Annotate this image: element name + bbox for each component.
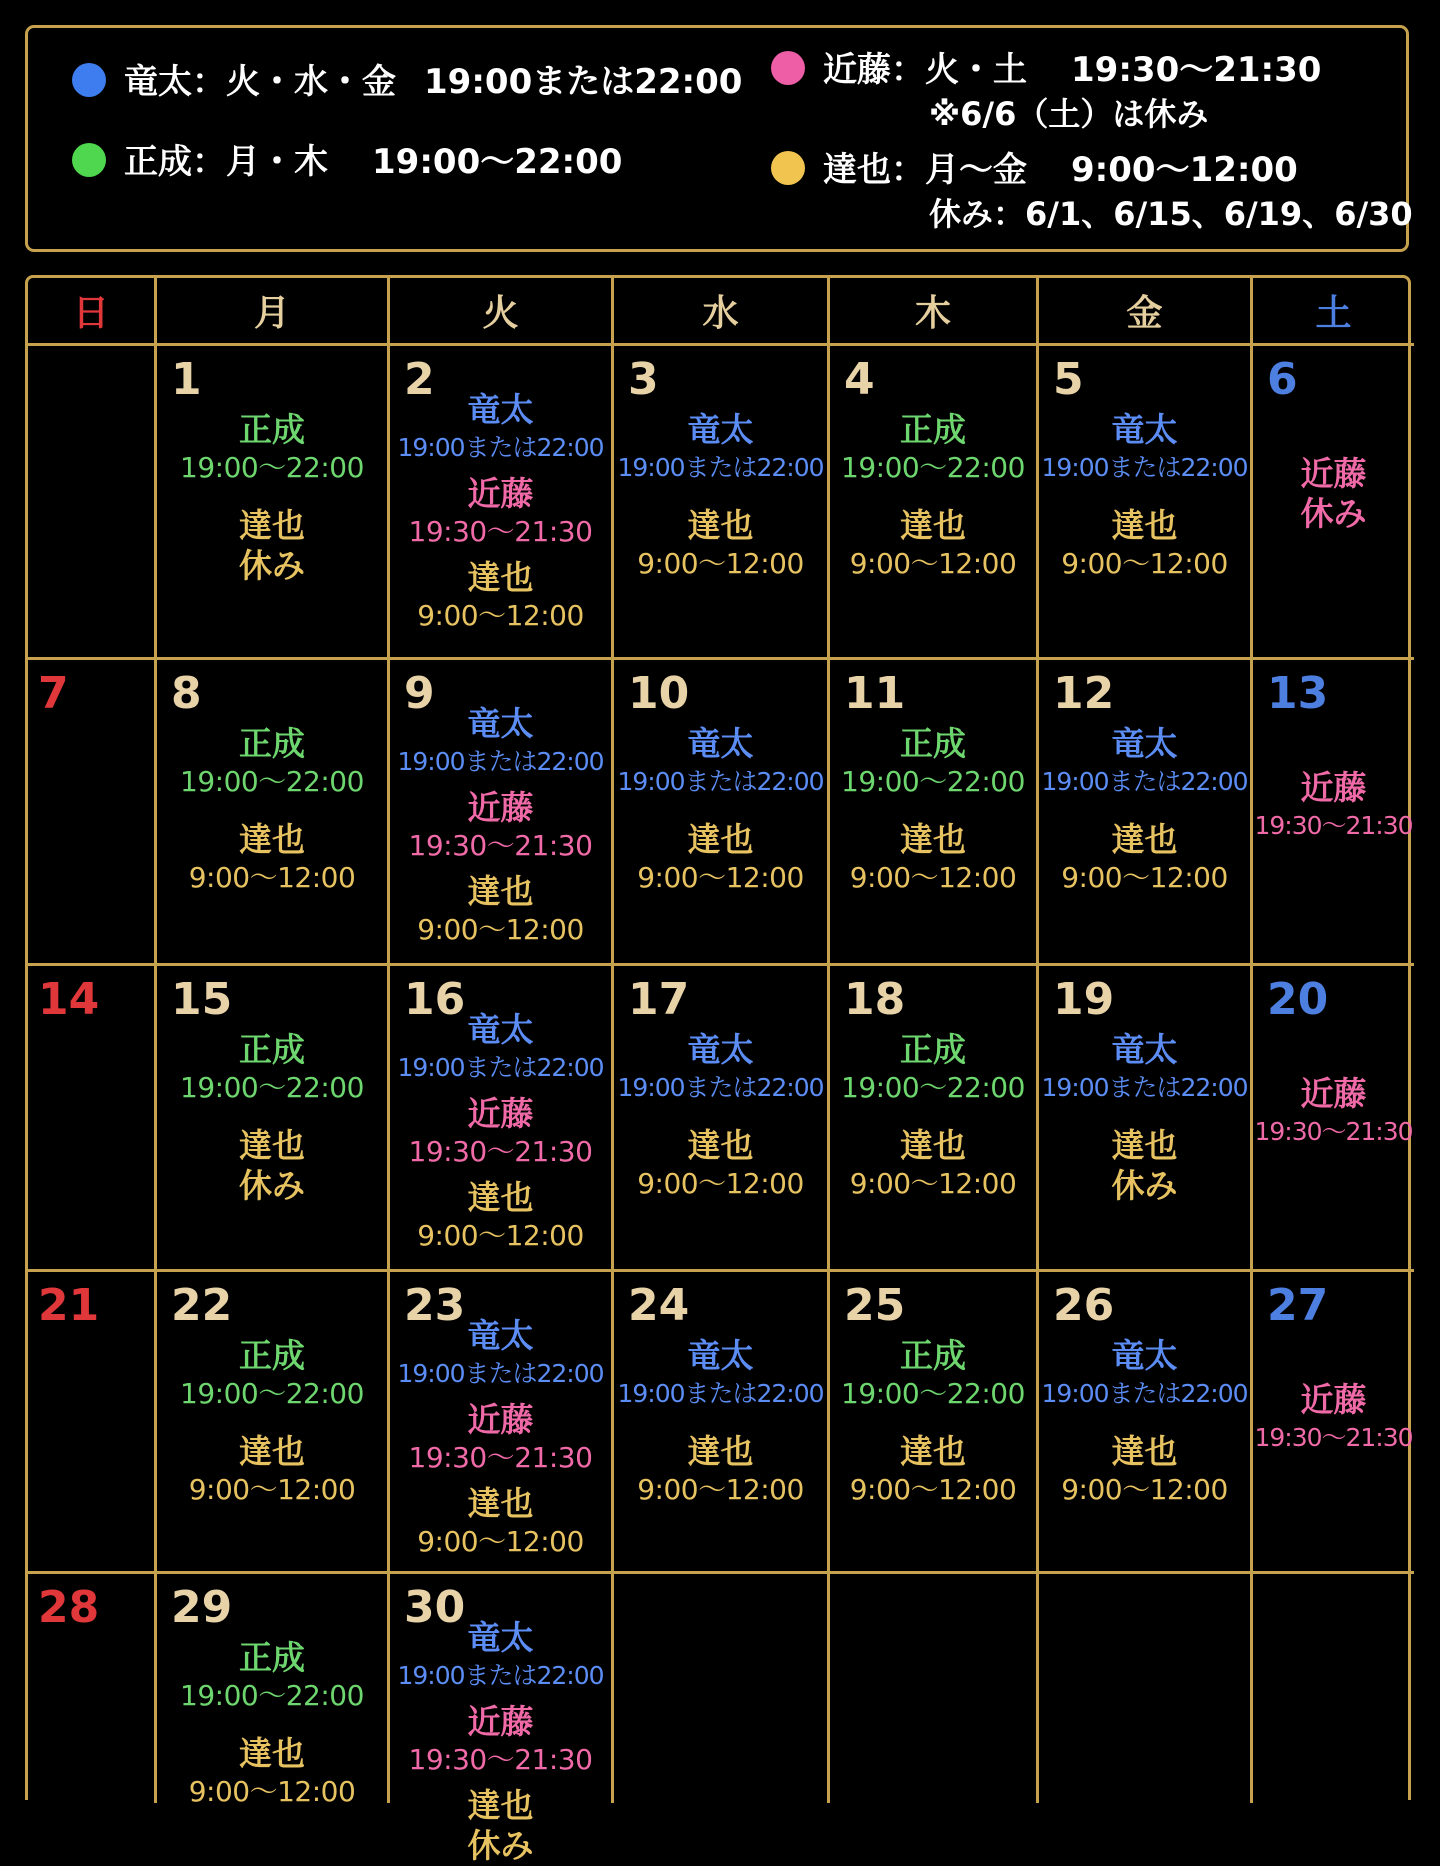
shift-kondo <box>1254 1074 1412 1150</box>
shift-kondo <box>409 1400 593 1476</box>
shift-ryota <box>1041 1030 1247 1106</box>
shift-ryota <box>397 390 603 466</box>
date-number: 18 <box>844 974 906 1025</box>
staff-name: 達也 <box>899 820 966 859</box>
shift-ryota <box>617 410 823 486</box>
staff-name: 達也 <box>1111 1432 1178 1471</box>
shift-kondo <box>409 1702 593 1778</box>
day-cell-21[interactable] <box>28 1272 157 1574</box>
weekday-header-tue: 火 <box>390 278 614 346</box>
weekday-header-sun: 日 <box>28 278 157 346</box>
legend-ryota-time: 19:00または22:00 <box>424 62 743 102</box>
shift-ryota <box>397 1010 603 1086</box>
staff-name: 達也 <box>467 872 534 911</box>
staff-name: 近藤 <box>467 1400 534 1439</box>
day-cell-11[interactable] <box>830 660 1039 966</box>
day-cell-6[interactable] <box>1253 346 1414 660</box>
staff-name: 正成 <box>238 1638 305 1677</box>
staff-name: 達也 <box>467 1786 534 1825</box>
shift-entries <box>614 724 827 896</box>
shift-entries <box>390 1316 611 1560</box>
shift-entries <box>157 1638 387 1810</box>
date-number: 5 <box>1053 354 1084 405</box>
shift-time: 19:00または22:00 <box>617 1379 824 1408</box>
date-number: 17 <box>628 974 690 1025</box>
staff-name: 達也 <box>899 1432 966 1471</box>
shift-tatsuya <box>850 1126 1017 1202</box>
shift-ryota <box>397 1618 603 1694</box>
shift-time: 9:00〜12:00 <box>1061 861 1228 894</box>
staff-name: 竜太 <box>467 390 534 429</box>
off-label: 休み <box>1111 1166 1178 1205</box>
shift-entries <box>1039 1030 1250 1206</box>
date-number: 28 <box>38 1582 100 1633</box>
staff-name: 近藤 <box>467 1094 534 1133</box>
shift-masanari <box>180 410 364 486</box>
shift-tatsuya <box>1112 1126 1178 1206</box>
day-cell-5[interactable] <box>1039 346 1253 660</box>
shift-time: 9:00〜12:00 <box>188 1473 356 1506</box>
date-number: 9 <box>404 668 435 719</box>
staff-name: 竜太 <box>687 410 754 449</box>
shift-tatsuya <box>1061 820 1228 896</box>
staff-name: 正成 <box>899 724 966 763</box>
staff-name: 竜太 <box>687 1030 754 1069</box>
shift-time: 19:30〜21:30 <box>1254 811 1413 840</box>
shift-tatsuya <box>239 506 305 586</box>
date-number: 3 <box>628 354 659 405</box>
day-cell-15[interactable] <box>157 966 390 1272</box>
day-cell-19[interactable] <box>1039 966 1253 1272</box>
shift-kondo <box>409 788 593 864</box>
shift-tatsuya <box>850 820 1017 896</box>
shift-entries <box>614 1336 827 1508</box>
day-cell-29[interactable] <box>157 1574 390 1808</box>
day-cell-27[interactable] <box>1253 1272 1414 1574</box>
staff-name: 竜太 <box>467 1010 534 1049</box>
shift-tatsuya <box>1061 506 1228 582</box>
shift-tatsuya <box>189 1432 356 1508</box>
shift-time: 19:00〜22:00 <box>841 451 1025 484</box>
shift-entries <box>614 1030 827 1202</box>
staff-name: 正成 <box>238 410 305 449</box>
shift-entries <box>830 1336 1036 1508</box>
staff-name: 近藤 <box>467 1702 534 1741</box>
day-cell-23[interactable] <box>390 1272 614 1574</box>
legend-ryota <box>72 60 742 104</box>
day-cell-3[interactable] <box>614 346 830 660</box>
shift-time: 9:00〜12:00 <box>188 861 356 894</box>
shift-time: 19:00〜22:00 <box>180 1679 364 1712</box>
shift-time: 9:00〜12:00 <box>417 1525 584 1558</box>
shift-time: 19:00〜22:00 <box>841 1377 1025 1410</box>
shift-ryota <box>397 1316 603 1392</box>
staff-name: 達也 <box>239 506 305 545</box>
day-cell-2[interactable] <box>390 346 614 660</box>
weekday-header-fri: 金 <box>1039 278 1253 346</box>
shift-time: 19:30〜21:30 <box>408 829 593 862</box>
shift-entries <box>1253 1074 1414 1150</box>
empty-day-cell <box>1039 1574 1253 1803</box>
shift-tatsuya <box>189 1734 356 1810</box>
day-cell-7[interactable] <box>28 660 157 966</box>
shift-entries <box>614 410 827 582</box>
shift-time: 19:00または22:00 <box>397 747 604 776</box>
shift-time: 19:00または22:00 <box>1041 1379 1248 1408</box>
legend-masanari <box>72 140 622 184</box>
staff-name: 達也 <box>467 1178 534 1217</box>
staff-name: 正成 <box>899 1336 966 1375</box>
staff-name: 正成 <box>899 1030 966 1069</box>
date-number: 10 <box>628 668 690 719</box>
staff-name: 達也 <box>899 1126 966 1165</box>
shift-time: 9:00〜12:00 <box>637 1167 804 1200</box>
shift-time: 19:00または22:00 <box>1041 1073 1248 1102</box>
shift-ryota <box>617 1336 823 1412</box>
staff-name: 竜太 <box>687 724 754 763</box>
shift-tatsuya <box>239 1126 305 1206</box>
staff-name: 近藤 <box>467 788 534 827</box>
empty-day-cell <box>614 1574 830 1803</box>
staff-name: 竜太 <box>687 1336 754 1375</box>
green-dot-icon <box>72 143 106 177</box>
off-label: 休み <box>467 1826 534 1865</box>
legend-kondo-days: 近藤：火・土 <box>823 50 1027 90</box>
legend-tatsuya-time: 9:00〜12:00 <box>1071 150 1298 190</box>
staff-name: 達也 <box>899 506 966 545</box>
legend-kondo <box>771 48 1321 136</box>
shift-entries <box>390 704 611 948</box>
shift-entries <box>390 390 611 634</box>
staff-name: 竜太 <box>1111 1336 1178 1375</box>
shift-ryota <box>1041 724 1247 800</box>
shift-time: 9:00〜12:00 <box>1061 1473 1228 1506</box>
shift-ryota <box>617 724 823 800</box>
staff-name: 達也 <box>687 820 754 859</box>
shift-time: 19:30〜21:30 <box>1254 1423 1413 1452</box>
staff-name: 正成 <box>899 410 966 449</box>
legend-kondo-time: 19:30〜21:30 <box>1071 50 1322 90</box>
shift-entries <box>1253 768 1414 844</box>
day-cell-9[interactable] <box>390 660 614 966</box>
shift-time: 9:00〜12:00 <box>417 599 584 632</box>
date-number: 13 <box>1267 668 1329 719</box>
shift-masanari <box>841 1030 1025 1106</box>
date-number: 19 <box>1053 974 1115 1025</box>
date-number: 6 <box>1267 354 1298 405</box>
shift-tatsuya <box>637 1126 804 1202</box>
shift-time: 19:00または22:00 <box>617 767 824 796</box>
staff-name: 達也 <box>687 1126 754 1165</box>
blue-dot-icon <box>72 63 106 97</box>
shift-kondo <box>1254 768 1412 844</box>
shift-time: 19:30〜21:30 <box>408 1743 593 1776</box>
staff-name: 正成 <box>238 1336 305 1375</box>
shift-entries <box>830 410 1036 582</box>
shift-tatsuya <box>417 558 584 634</box>
shift-masanari <box>180 1336 364 1412</box>
shift-masanari <box>841 724 1025 800</box>
staff-name: 竜太 <box>1111 410 1178 449</box>
shift-time: 19:00または22:00 <box>397 1661 604 1690</box>
shift-time: 19:00〜22:00 <box>180 1071 364 1104</box>
staff-name: 竜太 <box>467 1316 534 1355</box>
shift-masanari <box>841 410 1025 486</box>
date-number: 16 <box>404 974 466 1025</box>
shift-time: 9:00〜12:00 <box>417 913 584 946</box>
shift-time: 19:30〜21:30 <box>408 1441 593 1474</box>
staff-name: 近藤 <box>467 474 534 513</box>
shift-time: 19:30〜21:30 <box>408 1135 593 1168</box>
day-cell-17[interactable] <box>614 966 830 1272</box>
day-cell-1[interactable] <box>157 346 390 660</box>
shift-masanari <box>841 1336 1025 1412</box>
shift-entries <box>830 1030 1036 1202</box>
staff-name: 達也 <box>239 1126 305 1165</box>
day-cell-12[interactable] <box>1039 660 1253 966</box>
date-number: 4 <box>844 354 875 405</box>
date-number: 1 <box>171 354 202 405</box>
day-cell-16[interactable] <box>390 966 614 1272</box>
weekday-header-thu: 木 <box>830 278 1039 346</box>
staff-name: 達也 <box>238 1432 305 1471</box>
legend-masanari-time: 19:00〜22:00 <box>372 142 623 182</box>
staff-name: 正成 <box>238 1030 305 1069</box>
shift-tatsuya <box>417 872 584 948</box>
staff-name: 竜太 <box>467 1618 534 1657</box>
date-number: 29 <box>171 1582 233 1633</box>
date-number: 22 <box>171 1280 233 1331</box>
shift-entries <box>157 1336 387 1508</box>
legend-ryota-days: 竜太：火・水・金 <box>124 62 396 102</box>
staff-name: 達也 <box>467 1484 534 1523</box>
shift-ryota <box>1041 410 1247 486</box>
shift-entries <box>157 724 387 896</box>
shift-kondo <box>409 474 593 550</box>
shift-ryota <box>397 704 603 780</box>
staff-name: 竜太 <box>1111 724 1178 763</box>
calendar-grid <box>25 275 1413 1865</box>
date-number: 26 <box>1053 1280 1115 1331</box>
shift-ryota <box>617 1030 823 1106</box>
day-cell-14[interactable] <box>28 966 157 1272</box>
staff-name: 近藤 <box>1300 768 1367 807</box>
shift-tatsuya <box>417 1484 584 1560</box>
date-number: 21 <box>38 1280 100 1331</box>
shift-tatsuya <box>417 1178 584 1254</box>
shift-time: 9:00〜12:00 <box>1061 547 1228 580</box>
date-number: 20 <box>1267 974 1329 1025</box>
shift-kondo <box>1301 454 1367 534</box>
staff-name: 近藤 <box>1300 1380 1367 1419</box>
shift-tatsuya <box>468 1786 534 1866</box>
shift-time: 19:30〜21:30 <box>1254 1117 1413 1146</box>
shift-time: 9:00〜12:00 <box>637 1473 804 1506</box>
off-label: 休み <box>239 1166 305 1205</box>
shift-ryota <box>1041 1336 1247 1412</box>
shift-masanari <box>180 724 364 800</box>
shift-time: 19:00または22:00 <box>617 1073 824 1102</box>
legend-panel <box>25 25 1413 252</box>
day-cell-28[interactable] <box>28 1574 157 1803</box>
empty-day-cell <box>830 1574 1039 1803</box>
shift-time: 19:00〜22:00 <box>180 451 364 484</box>
shift-tatsuya <box>850 1432 1017 1508</box>
shift-time: 9:00〜12:00 <box>849 547 1017 580</box>
staff-name: 達也 <box>1111 1126 1178 1165</box>
legend-tatsuya-note: 休み：6/1、6/15、6/19、6/30 <box>929 195 1413 233</box>
shift-time: 19:00または22:00 <box>397 433 604 462</box>
shift-time: 19:00または22:00 <box>1041 453 1248 482</box>
date-number: 15 <box>171 974 233 1025</box>
shift-tatsuya <box>850 506 1017 582</box>
date-number: 30 <box>404 1582 466 1633</box>
shift-time: 19:00または22:00 <box>397 1359 604 1388</box>
empty-day-cell <box>1253 1574 1414 1803</box>
shift-time: 19:00〜22:00 <box>841 765 1025 798</box>
shift-entries <box>1253 454 1414 534</box>
shift-time: 19:00または22:00 <box>617 453 824 482</box>
day-cell-10[interactable] <box>614 660 830 966</box>
staff-name: 正成 <box>238 724 305 763</box>
shift-entries <box>1039 724 1250 896</box>
staff-name: 達也 <box>467 558 534 597</box>
day-cell-8[interactable] <box>157 660 390 966</box>
staff-name: 竜太 <box>1111 1030 1178 1069</box>
shift-entries <box>1253 1380 1414 1456</box>
shift-masanari <box>180 1030 364 1106</box>
shift-entries <box>390 1010 611 1254</box>
day-cell-4[interactable] <box>830 346 1039 660</box>
date-number: 14 <box>38 974 100 1025</box>
shift-tatsuya <box>637 820 804 896</box>
day-cell-30[interactable] <box>390 1574 614 1865</box>
shift-entries <box>1039 410 1250 582</box>
weekday-header-sat: 土 <box>1253 278 1414 346</box>
date-number: 8 <box>171 668 202 719</box>
staff-name: 達也 <box>238 1734 305 1773</box>
date-number: 11 <box>844 668 906 719</box>
shift-time: 19:30〜21:30 <box>408 515 593 548</box>
date-number: 12 <box>1053 668 1115 719</box>
legend-kondo-note: ※6/6（土）は休み <box>929 95 1209 133</box>
empty-day-cell <box>28 346 157 660</box>
staff-name: 近藤 <box>1300 1074 1367 1113</box>
weekday-header-wed: 水 <box>614 278 830 346</box>
day-cell-13[interactable] <box>1253 660 1414 966</box>
date-number: 27 <box>1267 1280 1329 1331</box>
weekday-header-mon: 月 <box>157 278 390 346</box>
day-cell-18[interactable] <box>830 966 1039 1272</box>
shift-time: 9:00〜12:00 <box>637 547 804 580</box>
staff-name: 近藤 <box>1300 454 1367 493</box>
shift-entries <box>157 1030 387 1206</box>
shift-time: 9:00〜12:00 <box>849 861 1017 894</box>
staff-name: 達也 <box>238 820 305 859</box>
shift-time: 9:00〜12:00 <box>849 1473 1017 1506</box>
staff-name: 達也 <box>687 1432 754 1471</box>
legend-masanari-days: 正成：月・木 <box>124 142 328 182</box>
shift-time: 9:00〜12:00 <box>637 861 804 894</box>
date-number: 2 <box>404 354 435 405</box>
legend-tatsuya-days: 達也：月〜金 <box>823 150 1027 190</box>
day-cell-22[interactable] <box>157 1272 390 1574</box>
shift-time: 9:00〜12:00 <box>849 1167 1017 1200</box>
staff-name: 達也 <box>1111 820 1178 859</box>
shift-entries <box>1039 1336 1250 1508</box>
shift-tatsuya <box>1061 1432 1228 1508</box>
date-number: 23 <box>404 1280 466 1331</box>
shift-time: 19:00または22:00 <box>1041 767 1248 796</box>
date-number: 7 <box>38 668 69 719</box>
staff-name: 竜太 <box>467 704 534 743</box>
shift-entries <box>390 1618 611 1866</box>
legend-tatsuya <box>771 148 1413 236</box>
shift-tatsuya <box>637 1432 804 1508</box>
day-cell-26[interactable] <box>1039 1272 1253 1574</box>
day-cell-25[interactable] <box>830 1272 1039 1574</box>
shift-time: 19:00〜22:00 <box>180 1377 364 1410</box>
shift-time: 9:00〜12:00 <box>417 1219 584 1252</box>
shift-kondo <box>409 1094 593 1170</box>
shift-tatsuya <box>637 506 804 582</box>
shift-entries <box>157 410 387 586</box>
pink-dot-icon <box>771 51 805 85</box>
date-number: 24 <box>628 1280 690 1331</box>
day-cell-24[interactable] <box>614 1272 830 1574</box>
shift-time: 19:00〜22:00 <box>180 765 364 798</box>
off-label: 休み <box>239 546 305 585</box>
shift-time: 9:00〜12:00 <box>188 1775 356 1808</box>
staff-name: 達也 <box>687 506 754 545</box>
shift-entries <box>830 724 1036 896</box>
staff-name: 達也 <box>1111 506 1178 545</box>
off-label: 休み <box>1300 494 1367 533</box>
shift-masanari <box>180 1638 364 1714</box>
shift-tatsuya <box>189 820 356 896</box>
shift-kondo <box>1254 1380 1412 1456</box>
shift-time: 19:00または22:00 <box>397 1053 604 1082</box>
date-number: 25 <box>844 1280 906 1331</box>
shift-time: 19:00〜22:00 <box>841 1071 1025 1104</box>
top-cropped-banner <box>0 0 1440 18</box>
day-cell-20[interactable] <box>1253 966 1414 1272</box>
yellow-dot-icon <box>771 151 805 185</box>
